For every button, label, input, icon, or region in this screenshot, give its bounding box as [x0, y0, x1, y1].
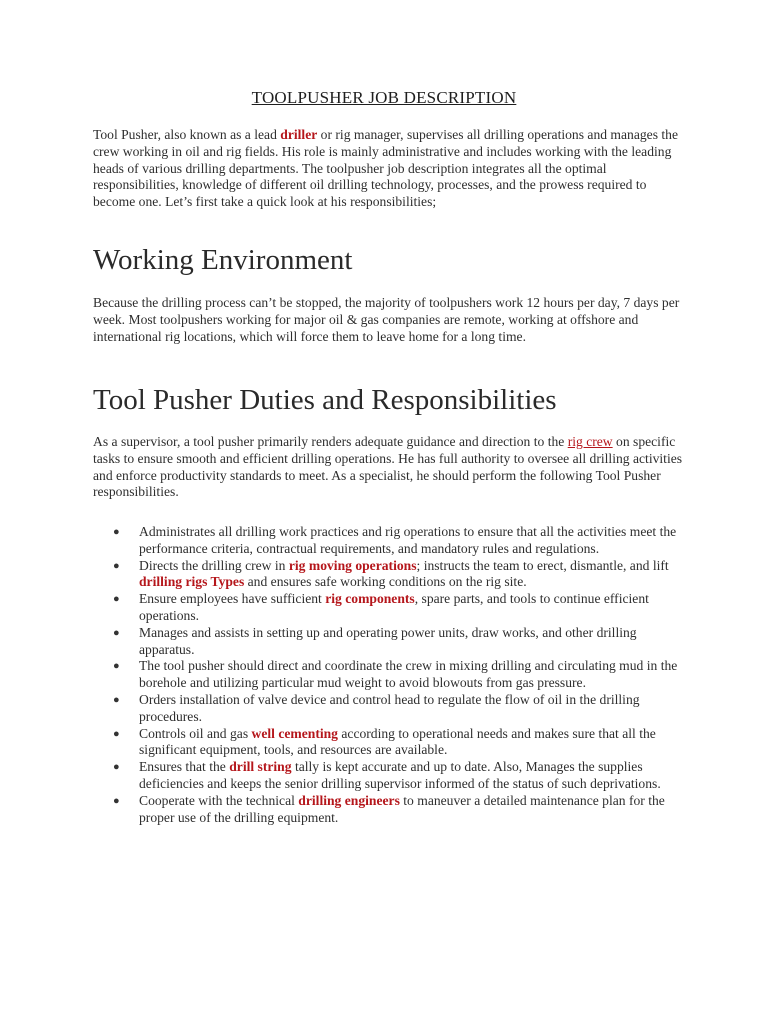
bullet-icon: ●	[113, 559, 120, 572]
duty-item-7	[93, 726, 683, 760]
rig-crew-link[interactable]: rig crew	[567, 434, 613, 449]
drill-string-link[interactable]: drill string	[229, 759, 292, 775]
driller-link[interactable]: driller	[280, 127, 318, 142]
duty-text: Controls oil and gas	[139, 725, 252, 741]
duty-text: Manages and assists in setting up and operating power units, draw works, and other drilling apparatus.	[139, 624, 637, 657]
rig-components-link[interactable]: rig components	[325, 591, 415, 607]
duty-text: Cooperate with the technical	[139, 792, 299, 808]
duties-heading: Tool Pusher Duties and Responsibilities	[93, 384, 557, 416]
bullet-icon: ●	[113, 794, 120, 807]
working-environment-paragraph: Because the drilling process can’t be stopped, the majority of toolpushers work 12 hours per day, 7 days per week. Most toolpushers working for major oil & gas companies are remote, working at offshore and international rig locations, which will force them to leave home for a long time.	[93, 295, 680, 344]
intro-text-2: or rig manager, supervises all drilling operations and manages the crew working in oil and rig fields. His role is mainly administrative and includes working with the leading heads of various drilling departments. The toolpusher job description integrates all the optimal responsibilities, knowledge of different oil drilling technology, processes, and the prowess required to become one. Let’s first take a quick look at his responsibilities;	[93, 127, 678, 210]
well-cementing-link[interactable]: well cementing	[251, 725, 338, 741]
bullet-icon: ●	[113, 626, 120, 639]
drilling-engineers-link[interactable]: drilling engineers	[298, 792, 400, 808]
duty-item-3	[93, 591, 683, 625]
duty-text: ; instructs the team to erect, dismantle, and lift	[416, 557, 669, 573]
bullet-icon: ●	[113, 693, 120, 706]
duty-item-9	[93, 793, 683, 827]
duties-text-1: As a supervisor, a tool pusher primarily renders adequate guidance and direction to the	[93, 434, 568, 449]
duty-text: Orders installation of valve device and control head to regulate the flow of oil in the drilling procedures.	[139, 691, 640, 724]
intro-text-1: Tool Pusher, also known as a lead	[93, 127, 281, 142]
duty-text: The tool pusher should direct and coordinate the crew in mixing drilling and circulating mud in the borehole and utilizing particular mud weight to avoid blowouts from gas pressure.	[139, 658, 678, 691]
duty-text: Ensure employees have sufficient	[139, 591, 326, 607]
rig-moving-operations-link[interactable]: rig moving operations	[288, 557, 417, 573]
duty-text: tally is kept accurate and up to date. Also, Manages the supplies deficiencies and keeps the senior drilling supervisor informed of the status of such deprivations.	[139, 759, 661, 791]
duty-text: according to operational needs and makes sure that all the significant equipment, tools, and resources are available.	[139, 725, 656, 758]
bullet-icon: ●	[113, 526, 120, 538]
duty-text: Directs the drilling crew in	[139, 557, 289, 573]
bullet-icon: ●	[113, 660, 120, 673]
duty-item-2	[93, 558, 683, 592]
bullet-icon: ●	[113, 593, 120, 606]
duty-text: and ensures safe working conditions on the rig site.	[244, 574, 527, 590]
document-title: TOOLPUSHER JOB DESCRIPTION	[251, 88, 517, 107]
drilling-rigs-types-link[interactable]: drilling rigs Types	[139, 574, 245, 590]
duty-item-5	[93, 658, 683, 692]
duty-text: Ensures that the	[139, 759, 230, 775]
duty-item-6	[93, 692, 683, 726]
duties-text-2: on specific tasks to ensure smooth and efficient drilling operations. He has full authority to oversee all drilling activities and enforce productivity standards to meet. As a specialist, he should perform the following Tool Pusher responsibilities.	[93, 434, 683, 500]
duty-text: Administrates all drilling work practices and rig operations to ensure that all the activities meet the performance criteria, contractual requirements, and mandatory rules and regulations.	[139, 524, 677, 556]
duty-text: to maneuver a detailed maintenance plan for the proper use of the drilling equipment.	[139, 792, 665, 825]
duties-intro-paragraph	[93, 434, 683, 501]
duty-item-4	[93, 625, 683, 659]
duty-text: , spare parts, and tools to continue efficient operations.	[139, 591, 649, 623]
bullet-icon: ●	[113, 727, 120, 740]
working-environment-heading: Working Environment	[93, 244, 353, 276]
duty-item-1	[93, 524, 683, 558]
bullet-icon: ●	[113, 761, 120, 774]
duty-item-8	[93, 759, 683, 793]
duties-list	[93, 524, 683, 826]
intro-paragraph	[93, 127, 683, 211]
